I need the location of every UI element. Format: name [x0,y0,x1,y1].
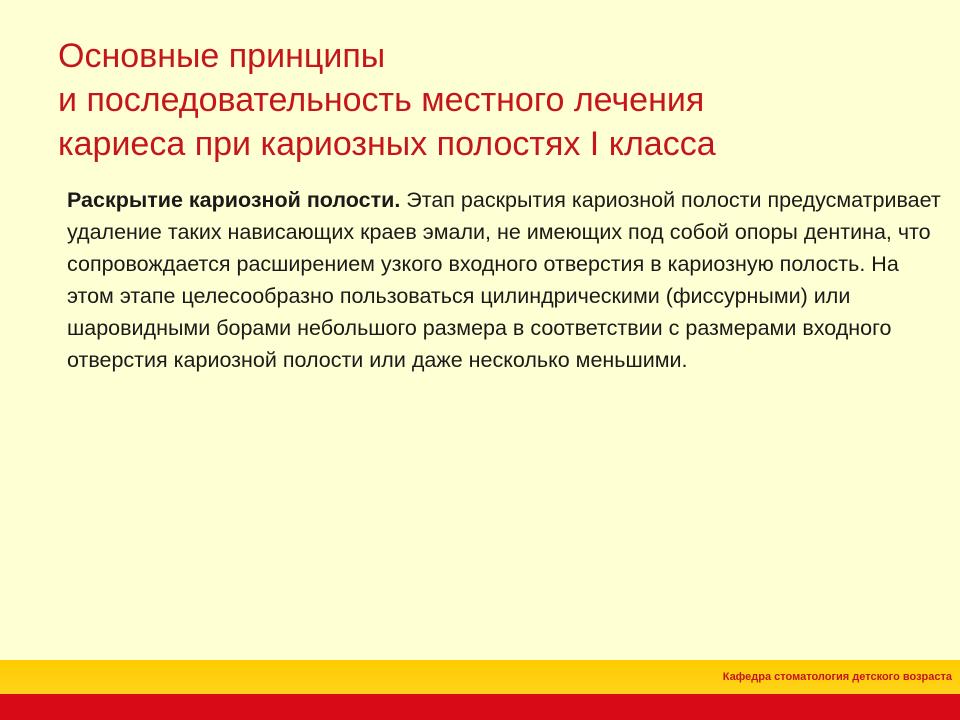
body-lead: Раскрытие кариозной полости. [67,188,401,212]
title-line-1: Основные принципы [58,37,386,75]
body-text: Этап раскрытия кариозной полости предусматривает удаление таких нависающих краев эмали, не имеющих под собой опоры дентина, что сопровождается расширением узкого входного отверстия в кариозную полость. На этом этапе целесообразно пользоваться цилиндрическими (фиссурными) или шаровидными борами небольшого размера в соответствии с размерами входного отверстия кариозной полости или даже несколько меньшими. [67,188,941,372]
footer-band [0,660,960,720]
footer-red-stripe [0,694,960,720]
title-line-2: и последовательность местного лечения [58,81,705,119]
slide-title [58,34,918,166]
title-line-3: кариеса при кариозных полостях I класса [58,125,716,163]
footer-yellow-stripe [0,660,960,694]
footer-department-label: Кафедра стоматология детского возраста [722,671,952,683]
slide-body-text [67,184,947,376]
